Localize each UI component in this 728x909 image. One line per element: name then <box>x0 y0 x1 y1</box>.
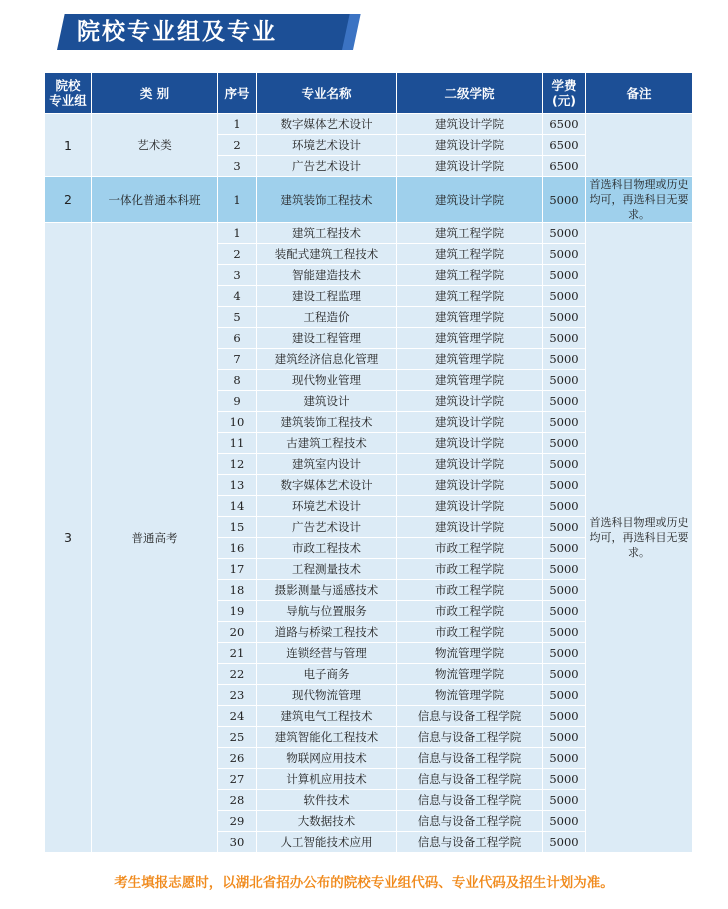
college-cell: 信息与设备工程学院 <box>397 790 543 811</box>
seq-cell: 8 <box>218 370 257 391</box>
table-header-row <box>45 73 693 114</box>
seq-cell: 21 <box>218 643 257 664</box>
major-name-cell: 建设工程管理 <box>257 328 397 349</box>
major-name-cell: 数字媒体艺术设计 <box>257 475 397 496</box>
seq-cell: 29 <box>218 811 257 832</box>
college-cell: 建筑设计学院 <box>397 496 543 517</box>
major-name-cell: 工程测量技术 <box>257 559 397 580</box>
college-cell: 物流管理学院 <box>397 685 543 706</box>
college-cell: 建筑管理学院 <box>397 349 543 370</box>
seq-cell: 11 <box>218 433 257 454</box>
college-cell: 信息与设备工程学院 <box>397 811 543 832</box>
seq-cell: 17 <box>218 559 257 580</box>
major-name-cell: 建筑装饰工程技术 <box>257 177 397 223</box>
note-cell: 首选科目物理或历史均可，再选科目无要求。 <box>586 177 693 223</box>
fee-cell: 5000 <box>543 223 586 244</box>
fee-cell: 5000 <box>543 727 586 748</box>
fee-cell: 5000 <box>543 685 586 706</box>
seq-cell: 13 <box>218 475 257 496</box>
college-cell: 建筑设计学院 <box>397 475 543 496</box>
fee-cell: 5000 <box>543 349 586 370</box>
fee-cell: 5000 <box>543 832 586 853</box>
fee-cell: 5000 <box>543 622 586 643</box>
seq-cell: 28 <box>218 790 257 811</box>
major-name-cell: 大数据技术 <box>257 811 397 832</box>
major-name-cell: 广告艺术设计 <box>257 517 397 538</box>
major-name-cell: 建筑经济信息化管理 <box>257 349 397 370</box>
major-name-cell: 摄影测量与遥感技术 <box>257 580 397 601</box>
seq-cell: 1 <box>218 223 257 244</box>
fee-cell: 5000 <box>543 790 586 811</box>
header-fee: 学费 (元) <box>543 73 586 114</box>
header-group: 院校 专业组 <box>45 73 92 114</box>
fee-cell: 5000 <box>543 517 586 538</box>
college-cell: 市政工程学院 <box>397 622 543 643</box>
fee-cell: 5000 <box>543 643 586 664</box>
fee-cell: 5000 <box>543 475 586 496</box>
seq-cell: 1 <box>218 114 257 135</box>
college-cell: 建筑设计学院 <box>397 177 543 223</box>
fee-cell: 5000 <box>543 177 586 223</box>
table-row <box>45 114 693 135</box>
seq-cell: 26 <box>218 748 257 769</box>
major-name-cell: 道路与桥梁工程技术 <box>257 622 397 643</box>
major-name-cell: 建筑工程技术 <box>257 223 397 244</box>
college-cell: 建筑管理学院 <box>397 328 543 349</box>
seq-cell: 25 <box>218 727 257 748</box>
seq-cell: 3 <box>218 265 257 286</box>
college-cell: 信息与设备工程学院 <box>397 706 543 727</box>
college-cell: 信息与设备工程学院 <box>397 769 543 790</box>
major-name-cell: 建筑装饰工程技术 <box>257 412 397 433</box>
fee-cell: 6500 <box>543 114 586 135</box>
seq-cell: 4 <box>218 286 257 307</box>
table-body <box>45 114 693 853</box>
major-name-cell: 广告艺术设计 <box>257 156 397 177</box>
header-seq: 序号 <box>218 73 257 114</box>
category-cell: 普通高考 <box>92 223 218 853</box>
fee-cell: 5000 <box>543 664 586 685</box>
group-id-cell: 1 <box>45 114 92 177</box>
college-cell: 建筑工程学院 <box>397 265 543 286</box>
college-cell: 建筑设计学院 <box>397 433 543 454</box>
fee-cell: 5000 <box>543 748 586 769</box>
college-cell: 信息与设备工程学院 <box>397 727 543 748</box>
college-cell: 物流管理学院 <box>397 643 543 664</box>
header-note: 备注 <box>586 73 693 114</box>
seq-cell: 19 <box>218 601 257 622</box>
fee-cell: 5000 <box>543 769 586 790</box>
seq-cell: 27 <box>218 769 257 790</box>
college-cell: 建筑设计学院 <box>397 156 543 177</box>
major-name-cell: 建筑电气工程技术 <box>257 706 397 727</box>
major-name-cell: 建筑设计 <box>257 391 397 412</box>
major-name-cell: 计算机应用技术 <box>257 769 397 790</box>
major-name-cell: 市政工程技术 <box>257 538 397 559</box>
major-name-cell: 环境艺术设计 <box>257 496 397 517</box>
major-name-cell: 导航与位置服务 <box>257 601 397 622</box>
major-table <box>44 72 693 853</box>
college-cell: 建筑设计学院 <box>397 454 543 475</box>
major-name-cell: 装配式建筑工程技术 <box>257 244 397 265</box>
page-title-banner <box>57 14 349 50</box>
fee-cell: 6500 <box>543 135 586 156</box>
major-name-cell: 软件技术 <box>257 790 397 811</box>
fee-cell: 5000 <box>543 496 586 517</box>
major-name-cell: 工程造价 <box>257 307 397 328</box>
fee-cell: 5000 <box>543 538 586 559</box>
fee-cell: 5000 <box>543 811 586 832</box>
major-name-cell: 智能建造技术 <box>257 265 397 286</box>
note-cell: 首选科目物理或历史均可，再选科目无要求。 <box>586 223 693 853</box>
seq-cell: 9 <box>218 391 257 412</box>
seq-cell: 30 <box>218 832 257 853</box>
seq-cell: 6 <box>218 328 257 349</box>
fee-cell: 5000 <box>543 370 586 391</box>
header-college: 二级学院 <box>397 73 543 114</box>
college-cell: 建筑工程学院 <box>397 244 543 265</box>
college-cell: 市政工程学院 <box>397 559 543 580</box>
seq-cell: 20 <box>218 622 257 643</box>
seq-cell: 16 <box>218 538 257 559</box>
fee-cell: 6500 <box>543 156 586 177</box>
fee-cell: 5000 <box>543 265 586 286</box>
fee-cell: 5000 <box>543 559 586 580</box>
college-cell: 物流管理学院 <box>397 664 543 685</box>
group-id-cell: 3 <box>45 223 92 853</box>
seq-cell: 12 <box>218 454 257 475</box>
table-row <box>45 223 693 244</box>
note-cell <box>586 114 693 177</box>
college-cell: 建筑管理学院 <box>397 307 543 328</box>
seq-cell: 7 <box>218 349 257 370</box>
seq-cell: 14 <box>218 496 257 517</box>
college-cell: 信息与设备工程学院 <box>397 832 543 853</box>
major-name-cell: 建筑室内设计 <box>257 454 397 475</box>
fee-cell: 5000 <box>543 412 586 433</box>
seq-cell: 1 <box>218 177 257 223</box>
college-cell: 建筑管理学院 <box>397 370 543 391</box>
seq-cell: 24 <box>218 706 257 727</box>
major-name-cell: 人工智能技术应用 <box>257 832 397 853</box>
fee-cell: 5000 <box>543 433 586 454</box>
page-title: 院校专业组及专业 <box>77 19 277 45</box>
fee-cell: 5000 <box>543 580 586 601</box>
fee-cell: 5000 <box>543 307 586 328</box>
seq-cell: 22 <box>218 664 257 685</box>
college-cell: 建筑设计学院 <box>397 412 543 433</box>
fee-cell: 5000 <box>543 454 586 475</box>
college-cell: 信息与设备工程学院 <box>397 748 543 769</box>
major-name-cell: 数字媒体艺术设计 <box>257 114 397 135</box>
college-cell: 建筑设计学院 <box>397 135 543 156</box>
seq-cell: 10 <box>218 412 257 433</box>
major-name-cell: 连锁经营与管理 <box>257 643 397 664</box>
college-cell: 市政工程学院 <box>397 580 543 601</box>
seq-cell: 15 <box>218 517 257 538</box>
fee-cell: 5000 <box>543 391 586 412</box>
seq-cell: 5 <box>218 307 257 328</box>
college-cell: 建筑设计学院 <box>397 391 543 412</box>
major-name-cell: 物联网应用技术 <box>257 748 397 769</box>
seq-cell: 2 <box>218 244 257 265</box>
fee-cell: 5000 <box>543 706 586 727</box>
seq-cell: 2 <box>218 135 257 156</box>
fee-cell: 5000 <box>543 601 586 622</box>
college-cell: 建筑工程学院 <box>397 286 543 307</box>
college-cell: 市政工程学院 <box>397 601 543 622</box>
footer-notice: 考生填报志愿时，以湖北省招办公布的院校专业组代码、专业代码及招生计划为准。 <box>114 875 614 891</box>
major-name-cell: 建设工程监理 <box>257 286 397 307</box>
fee-cell: 5000 <box>543 244 586 265</box>
seq-cell: 23 <box>218 685 257 706</box>
header-major: 专业名称 <box>257 73 397 114</box>
major-name-cell: 现代物业管理 <box>257 370 397 391</box>
major-name-cell: 建筑智能化工程技术 <box>257 727 397 748</box>
seq-cell: 18 <box>218 580 257 601</box>
college-cell: 建筑设计学院 <box>397 114 543 135</box>
major-name-cell: 古建筑工程技术 <box>257 433 397 454</box>
college-cell: 建筑设计学院 <box>397 517 543 538</box>
category-cell: 艺术类 <box>92 114 218 177</box>
category-cell: 一体化普通本科班 <box>92 177 218 223</box>
major-name-cell: 电子商务 <box>257 664 397 685</box>
fee-cell: 5000 <box>543 286 586 307</box>
college-cell: 市政工程学院 <box>397 538 543 559</box>
fee-cell: 5000 <box>543 328 586 349</box>
major-name-cell: 环境艺术设计 <box>257 135 397 156</box>
table-row <box>45 177 693 223</box>
group-id-cell: 2 <box>45 177 92 223</box>
seq-cell: 3 <box>218 156 257 177</box>
major-name-cell: 现代物流管理 <box>257 685 397 706</box>
college-cell: 建筑工程学院 <box>397 223 543 244</box>
header-category: 类 别 <box>92 73 218 114</box>
